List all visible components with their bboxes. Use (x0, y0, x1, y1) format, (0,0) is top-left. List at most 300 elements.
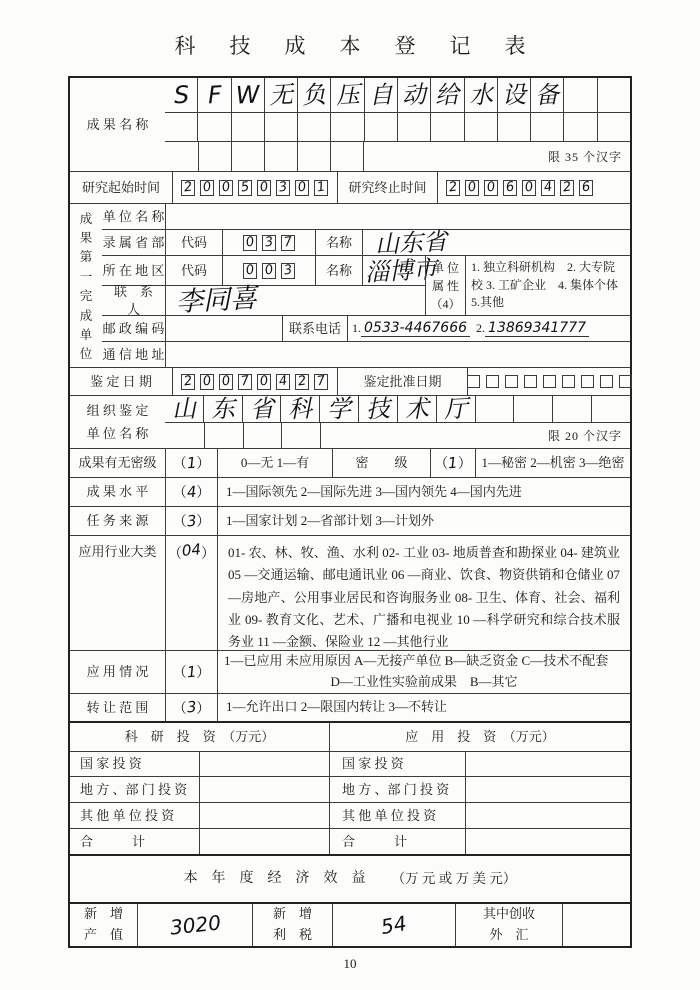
date-digit: 1 (315, 179, 327, 196)
address-value (165, 342, 630, 367)
registration-table (68, 76, 632, 948)
forex-label-line1: 其中创收 (482, 906, 535, 922)
handwritten-char: F (206, 80, 223, 110)
postcode-phone-row (102, 315, 630, 341)
level-label: 成 果 水 平 (86, 484, 149, 500)
empty-date-box (562, 375, 575, 388)
date-digit-box (200, 374, 214, 390)
left-total-value (199, 829, 329, 854)
code-digit: 3 (282, 262, 294, 279)
investment-row-total (70, 828, 630, 854)
date-digit: 7 (315, 373, 327, 390)
paren-open: （ (172, 666, 187, 681)
date-digit-box (314, 374, 328, 390)
first-unit-section (70, 203, 630, 367)
transfer-options: 1—允许出口 2—限国内转让 3—不转让 (217, 694, 630, 721)
handwritten-char: 术 (404, 394, 430, 424)
contact-row (102, 282, 425, 319)
handwritten-char: 自 (368, 80, 394, 110)
appraisal-date-row (70, 367, 630, 395)
handwritten-char: 山 (171, 394, 197, 424)
handwritten-char: 压 (334, 80, 361, 110)
date-digit: 5 (239, 179, 251, 196)
code-digit: 0 (263, 262, 275, 279)
handwritten-phone-1: 0533-4467666 (361, 321, 470, 337)
appraisal-org-row (70, 395, 630, 448)
right-other-label: 其 他 单 位 投 资 (329, 803, 465, 828)
date-digit: 7 (239, 373, 251, 390)
char-cell (464, 78, 497, 112)
date-digit-box (541, 180, 555, 196)
right-local-label: 地 方 、部 门 投 资 (329, 777, 465, 802)
char-cell (397, 113, 430, 141)
char-cell (242, 396, 281, 422)
handwritten-char: W (235, 80, 261, 110)
handwritten-output-value: 3020 (168, 910, 222, 940)
handwritten-code: 1 (185, 662, 197, 681)
char-cell (330, 113, 363, 141)
char-cell (563, 78, 596, 112)
page-title: 科技成本登记表 (174, 34, 560, 58)
source-options: 1—国家计划 2—省部计划 3—计划外 (217, 507, 630, 535)
char-limit-note: 限 35 个汉字 (363, 142, 630, 171)
char-cell (243, 423, 282, 448)
new-profit-label (252, 904, 332, 946)
date-digit: 0 (220, 179, 232, 196)
appraisal-approve-value (467, 368, 630, 395)
char-cell (264, 142, 297, 171)
char-cell (203, 396, 242, 422)
research-period-row (70, 171, 630, 203)
side-char: 单 (79, 327, 93, 342)
source-value (165, 507, 217, 535)
handwritten-char: 东 (210, 394, 236, 424)
research-start-label: 研究起始时间 (81, 179, 160, 195)
paren-close: ） (457, 457, 472, 472)
handwritten-code: 4 (185, 482, 197, 501)
level-value (165, 478, 217, 506)
date-digit: 4 (542, 179, 554, 196)
application-options-line1: 1—已应用 未应用原因 A—无接产单位 B—缺乏资金 C—技术不配套 (224, 653, 609, 669)
handwritten-char: 技 (365, 394, 391, 424)
paren-open: （ (172, 457, 187, 472)
paren-open: （ (434, 457, 449, 472)
date-digit-box (560, 180, 574, 196)
handwritten-code: 3 (185, 511, 197, 530)
date-digit: 2 (447, 179, 459, 196)
char-cell (597, 113, 630, 141)
side-char: 成 (79, 308, 93, 323)
investment-header-row (70, 721, 630, 751)
code-digit-box (262, 263, 276, 279)
date-digit: 6 (580, 179, 592, 196)
province-row (102, 226, 630, 259)
appraisal-org-label (70, 396, 165, 448)
handwritten-area-name: 淄博市 (364, 254, 438, 287)
appraisal-org-grid (165, 396, 630, 448)
left-other-value (199, 803, 329, 828)
appraisal-date-label: 鉴 定 日 期 (90, 373, 152, 389)
phone-label: 联系电话 (282, 316, 347, 341)
unit-attr-label-line3: （4） (430, 296, 461, 311)
benefit-header-row (70, 854, 630, 902)
char-cell (231, 78, 264, 112)
industry-row (70, 535, 630, 650)
investment-row-national (70, 751, 630, 776)
investment-row-other (70, 802, 630, 828)
application-label: 应 用 情 况 (86, 664, 149, 680)
code-digit-box (281, 235, 295, 251)
char-cell (330, 142, 363, 171)
char-cell (563, 113, 596, 141)
handwritten-phone-2: 13869341777 (485, 321, 589, 337)
code-digit-box (281, 263, 295, 279)
handwritten-code: 1 (185, 453, 197, 472)
secrecy-row (70, 448, 630, 477)
date-digit: 2 (561, 179, 573, 196)
char-cell (358, 396, 397, 422)
secrecy-level-options: 1—秘密 2—机密 3—绝密 (475, 449, 630, 477)
new-output-label (70, 904, 137, 946)
secrecy-options: 0—无 1—有 (217, 449, 332, 477)
date-digit: 2 (182, 373, 194, 390)
empty-date-box (543, 375, 556, 388)
paren-close: ） (196, 457, 211, 472)
char-cell (264, 78, 297, 112)
research-end-label: 研究终止时间 (337, 172, 437, 203)
handwritten-code: 04 (181, 540, 202, 560)
handwritten-char: 科 (287, 394, 314, 424)
right-total-label: 合 计 (329, 829, 465, 854)
handwritten-char: 动 (401, 80, 427, 110)
char-cell (597, 78, 630, 112)
char-cell (165, 142, 198, 171)
province-name-label: 名称 (315, 230, 362, 255)
char-cell (297, 78, 330, 112)
date-digit-box (522, 180, 536, 196)
area-contact-rows (102, 254, 630, 319)
side-char: 完 (79, 289, 93, 304)
appraisal-org-grid-row1 (165, 396, 630, 422)
empty-date-box (467, 375, 480, 388)
new-profit-value (332, 904, 455, 946)
new-output-value (137, 904, 252, 946)
application-options (217, 651, 630, 693)
appraisal-org-grid-row2 (165, 422, 630, 448)
research-end-value (437, 172, 630, 203)
secrecy-label: 成果有无密级 (78, 455, 157, 471)
char-cell (165, 113, 197, 141)
char-cell (397, 78, 430, 112)
result-name-grid-row2 (165, 112, 630, 141)
handwritten-code: 1 (447, 453, 459, 472)
side-char: 第 (79, 250, 93, 265)
handwritten-char: 无 (268, 80, 294, 110)
address-label: 通 信 地 址 (102, 346, 165, 362)
forex-label-line2: 外 汇 (489, 927, 529, 942)
application-options-line2: D—工业性实验前成果 B—其它 (330, 674, 518, 689)
handwritten-profit-value: 54 (379, 910, 409, 940)
char-cell (198, 142, 231, 171)
province-name-value (362, 226, 630, 259)
empty-date-box (600, 375, 613, 388)
char-cell (464, 113, 497, 141)
secrecy-level-value (430, 449, 475, 477)
date-digit-box (276, 374, 290, 390)
date-digit: 0 (201, 373, 213, 390)
level-options: 1—国际领先 2—国际先进 3—国内领先 4—国内先进 (217, 478, 630, 506)
empty-date-box (524, 375, 537, 388)
char-cell (165, 396, 203, 422)
handwritten-char: 给 (434, 80, 461, 110)
char-cell (430, 113, 463, 141)
industry-options: 01- 农、林、牧、渔、水利 02- 工业 03- 地质普查和勘探业 04- 建筑业 05 —交通运输、邮电通讯业 06 —商业、饮食、物资供销和仓储业 07 —房地产、公用事业居民和咨询服务业 08- 卫生、体育、社会、福利业 09- 教育文化、艺术、广播和电视业 10 —科学研究和综合技术服务业 11 —金额、保险业 12 —其他行业 (217, 536, 630, 650)
area-name-label: 名称 (315, 256, 362, 285)
char-cell (231, 142, 264, 171)
date-digit: 0 (485, 179, 497, 196)
secrecy-value (165, 449, 217, 477)
date-digit-box (257, 374, 271, 390)
code-digit-box (262, 235, 276, 251)
result-name-grid (165, 78, 630, 171)
first-unit-side-label-chars (80, 204, 93, 367)
unit-name-label: 单 位 名 称 (102, 208, 165, 224)
transfer-value (165, 694, 217, 721)
industry-label: 应用行业大类 (78, 544, 157, 559)
char-cell (197, 113, 230, 141)
empty-date-box (505, 375, 518, 388)
new-profit-label-line2: 利 税 (272, 927, 312, 942)
date-digit-box (446, 180, 460, 196)
date-digit-box (465, 180, 479, 196)
first-unit-side-label (70, 204, 102, 367)
char-cell (475, 396, 514, 422)
date-digit-box (181, 374, 195, 390)
char-cell (364, 78, 397, 112)
new-output-label-line1: 新 增 (83, 906, 123, 922)
province-label: 录 属 省 部 (102, 234, 165, 250)
char-cell (397, 396, 436, 422)
date-digit-box (181, 180, 195, 196)
first-unit-rows (102, 204, 630, 367)
investment-row-local (70, 776, 630, 802)
phone-prefix-2: 2. (476, 321, 486, 335)
date-digit: 0 (523, 179, 535, 196)
empty-date-box (486, 375, 499, 388)
unit-attr-label-line2: 属 性 (431, 278, 459, 293)
appraisal-org-label-line1: 组 织 鉴 定 (86, 402, 149, 418)
date-digit-box (219, 180, 233, 196)
province-code-value (222, 230, 315, 255)
char-cell (436, 396, 475, 422)
address-row (102, 341, 630, 367)
date-digit-box (295, 374, 309, 390)
paren-open: （ (172, 515, 187, 530)
date-digit-box (314, 180, 328, 196)
date-digit-box (579, 180, 593, 196)
area-name-value (362, 254, 438, 287)
result-name-grid-row1 (165, 78, 630, 112)
contact-value (165, 282, 425, 319)
date-digit: 2 (182, 179, 194, 196)
side-char: 一 (79, 269, 93, 284)
char-limit-note: 限 20 个汉字 (320, 423, 630, 448)
handwritten-char: 负 (301, 80, 327, 110)
char-cell (364, 113, 397, 141)
date-digit: 6 (504, 179, 516, 196)
paren-open: （ (172, 701, 187, 717)
right-other-value (465, 803, 630, 828)
char-cell (204, 423, 243, 448)
forex-value (562, 904, 630, 946)
code-digit: 0 (244, 234, 256, 251)
date-digit: 0 (258, 373, 270, 390)
application-row (70, 650, 630, 693)
area-label: 所 在 地 区 (102, 262, 165, 278)
result-name-grid-row3 (165, 141, 630, 171)
paren-close: ） (201, 547, 216, 562)
code-digit-box (243, 263, 257, 279)
side-char: 果 (79, 231, 93, 246)
char-cell (530, 78, 563, 112)
unit-attr-options: 1. 独立科研机构 2. 大专院校 3. 工矿企业 4. 集体个体 5.其他 (465, 256, 630, 315)
char-cell (197, 78, 230, 112)
benefit-values-row (70, 902, 630, 946)
application-investment-header: 应 用 投 资 （万元） (329, 723, 630, 751)
date-digit-box (484, 180, 498, 196)
level-row (70, 477, 630, 506)
date-digit: 0 (466, 179, 478, 196)
char-cell (264, 113, 297, 141)
result-name-row (70, 78, 630, 171)
date-digit-box (219, 374, 233, 390)
empty-date-box (619, 375, 632, 388)
code-digit: 3 (263, 234, 275, 251)
left-other-label: 其 他 单 位 投 资 (80, 807, 175, 823)
char-cell (297, 142, 330, 171)
char-cell (497, 113, 530, 141)
left-national-label: 国 家 投 资 (80, 756, 142, 772)
research-investment-header: 科 研 投 资 （万元） (124, 729, 275, 745)
unit-attr-label-line1: 单 位 (431, 260, 459, 275)
char-cell (330, 78, 363, 112)
area-contact-left (102, 254, 438, 319)
right-national-value (465, 752, 630, 776)
unit-attr-label (425, 256, 465, 315)
transfer-row (70, 693, 630, 721)
date-digit-box (503, 180, 517, 196)
unit-name-value (165, 204, 630, 229)
side-char: 成 (79, 211, 93, 226)
handwritten-province-name: 山东省 (374, 226, 448, 259)
handwritten-char: 备 (534, 80, 560, 110)
unit-name-row (102, 204, 630, 229)
result-name-label: 成 果 名 称 (86, 116, 149, 132)
char-cell (165, 78, 197, 112)
char-cell (231, 113, 264, 141)
char-cell (497, 78, 530, 112)
side-char: 位 (79, 347, 93, 362)
handwritten-char: 学 (326, 394, 352, 424)
phone-value (347, 316, 630, 341)
char-cell (513, 396, 552, 422)
secrecy-level-label: 密 级 (332, 449, 430, 477)
handwritten-char: S (172, 80, 190, 110)
postcode-label: 邮 政 编 码 (102, 320, 165, 336)
date-digit: 0 (296, 179, 308, 196)
benefit-unit-note: （万 元 或 万 美 元） (391, 870, 517, 886)
appraisal-date-value (172, 368, 337, 395)
new-profit-label-line1: 新 增 (272, 906, 312, 922)
char-cell (281, 423, 320, 448)
code-digit: 0 (244, 262, 256, 279)
paren-open: （ (167, 547, 182, 562)
transfer-label: 转 让 范 围 (86, 699, 149, 715)
right-local-value (465, 777, 630, 802)
char-cell (165, 423, 204, 448)
handwritten-char: 厅 (442, 394, 469, 424)
source-label: 任 务 来 源 (86, 513, 149, 529)
char-cell (552, 396, 591, 422)
date-digit: 0 (220, 373, 232, 390)
paren-close: ） (196, 515, 211, 530)
area-code-value (222, 256, 315, 285)
date-digit: 4 (277, 373, 289, 390)
application-value (165, 651, 217, 693)
new-output-label-line2: 产 值 (83, 927, 123, 942)
code-digit: 7 (282, 234, 294, 251)
benefit-header (70, 856, 630, 902)
date-digit-box (200, 180, 214, 196)
char-cell (530, 113, 563, 141)
date-digit-box (238, 180, 252, 196)
handwritten-char: 设 (501, 80, 527, 110)
char-cell (297, 113, 330, 141)
appraisal-approve-label: 鉴定批准日期 (337, 368, 467, 395)
char-cell (319, 396, 358, 422)
paren-close: ） (196, 666, 211, 681)
date-digit: 3 (277, 179, 289, 196)
area-row (102, 254, 438, 287)
area-code-label: 代码 (165, 256, 222, 285)
code-digit-box (243, 235, 257, 251)
handwritten-char: 水 (467, 80, 494, 110)
date-digit: 0 (201, 179, 213, 196)
research-start-value (172, 172, 337, 203)
handwritten-code: 3 (185, 697, 197, 717)
date-digit: 0 (258, 179, 270, 196)
date-digit-box (295, 180, 309, 196)
left-national-value (199, 752, 329, 776)
phone-prefix-1: 1. (352, 321, 361, 335)
right-total-value (465, 829, 630, 854)
postcode-value (165, 316, 282, 341)
left-total-label: 合 计 (80, 833, 146, 849)
handwritten-contact-name: 李同喜 (175, 282, 258, 319)
char-cell (430, 78, 463, 112)
industry-value (165, 536, 217, 650)
left-local-value (199, 777, 329, 802)
contact-label: 联 系 人 (113, 283, 167, 317)
date-digit: 2 (296, 373, 308, 390)
page-number: 10 (343, 956, 357, 971)
source-row (70, 506, 630, 535)
paren-close: ） (196, 486, 211, 501)
handwritten-char: 省 (248, 394, 275, 424)
paren-close: ） (196, 701, 211, 717)
left-local-label: 地 方 、部 门 投 资 (80, 781, 188, 797)
date-digit-box (276, 180, 290, 196)
